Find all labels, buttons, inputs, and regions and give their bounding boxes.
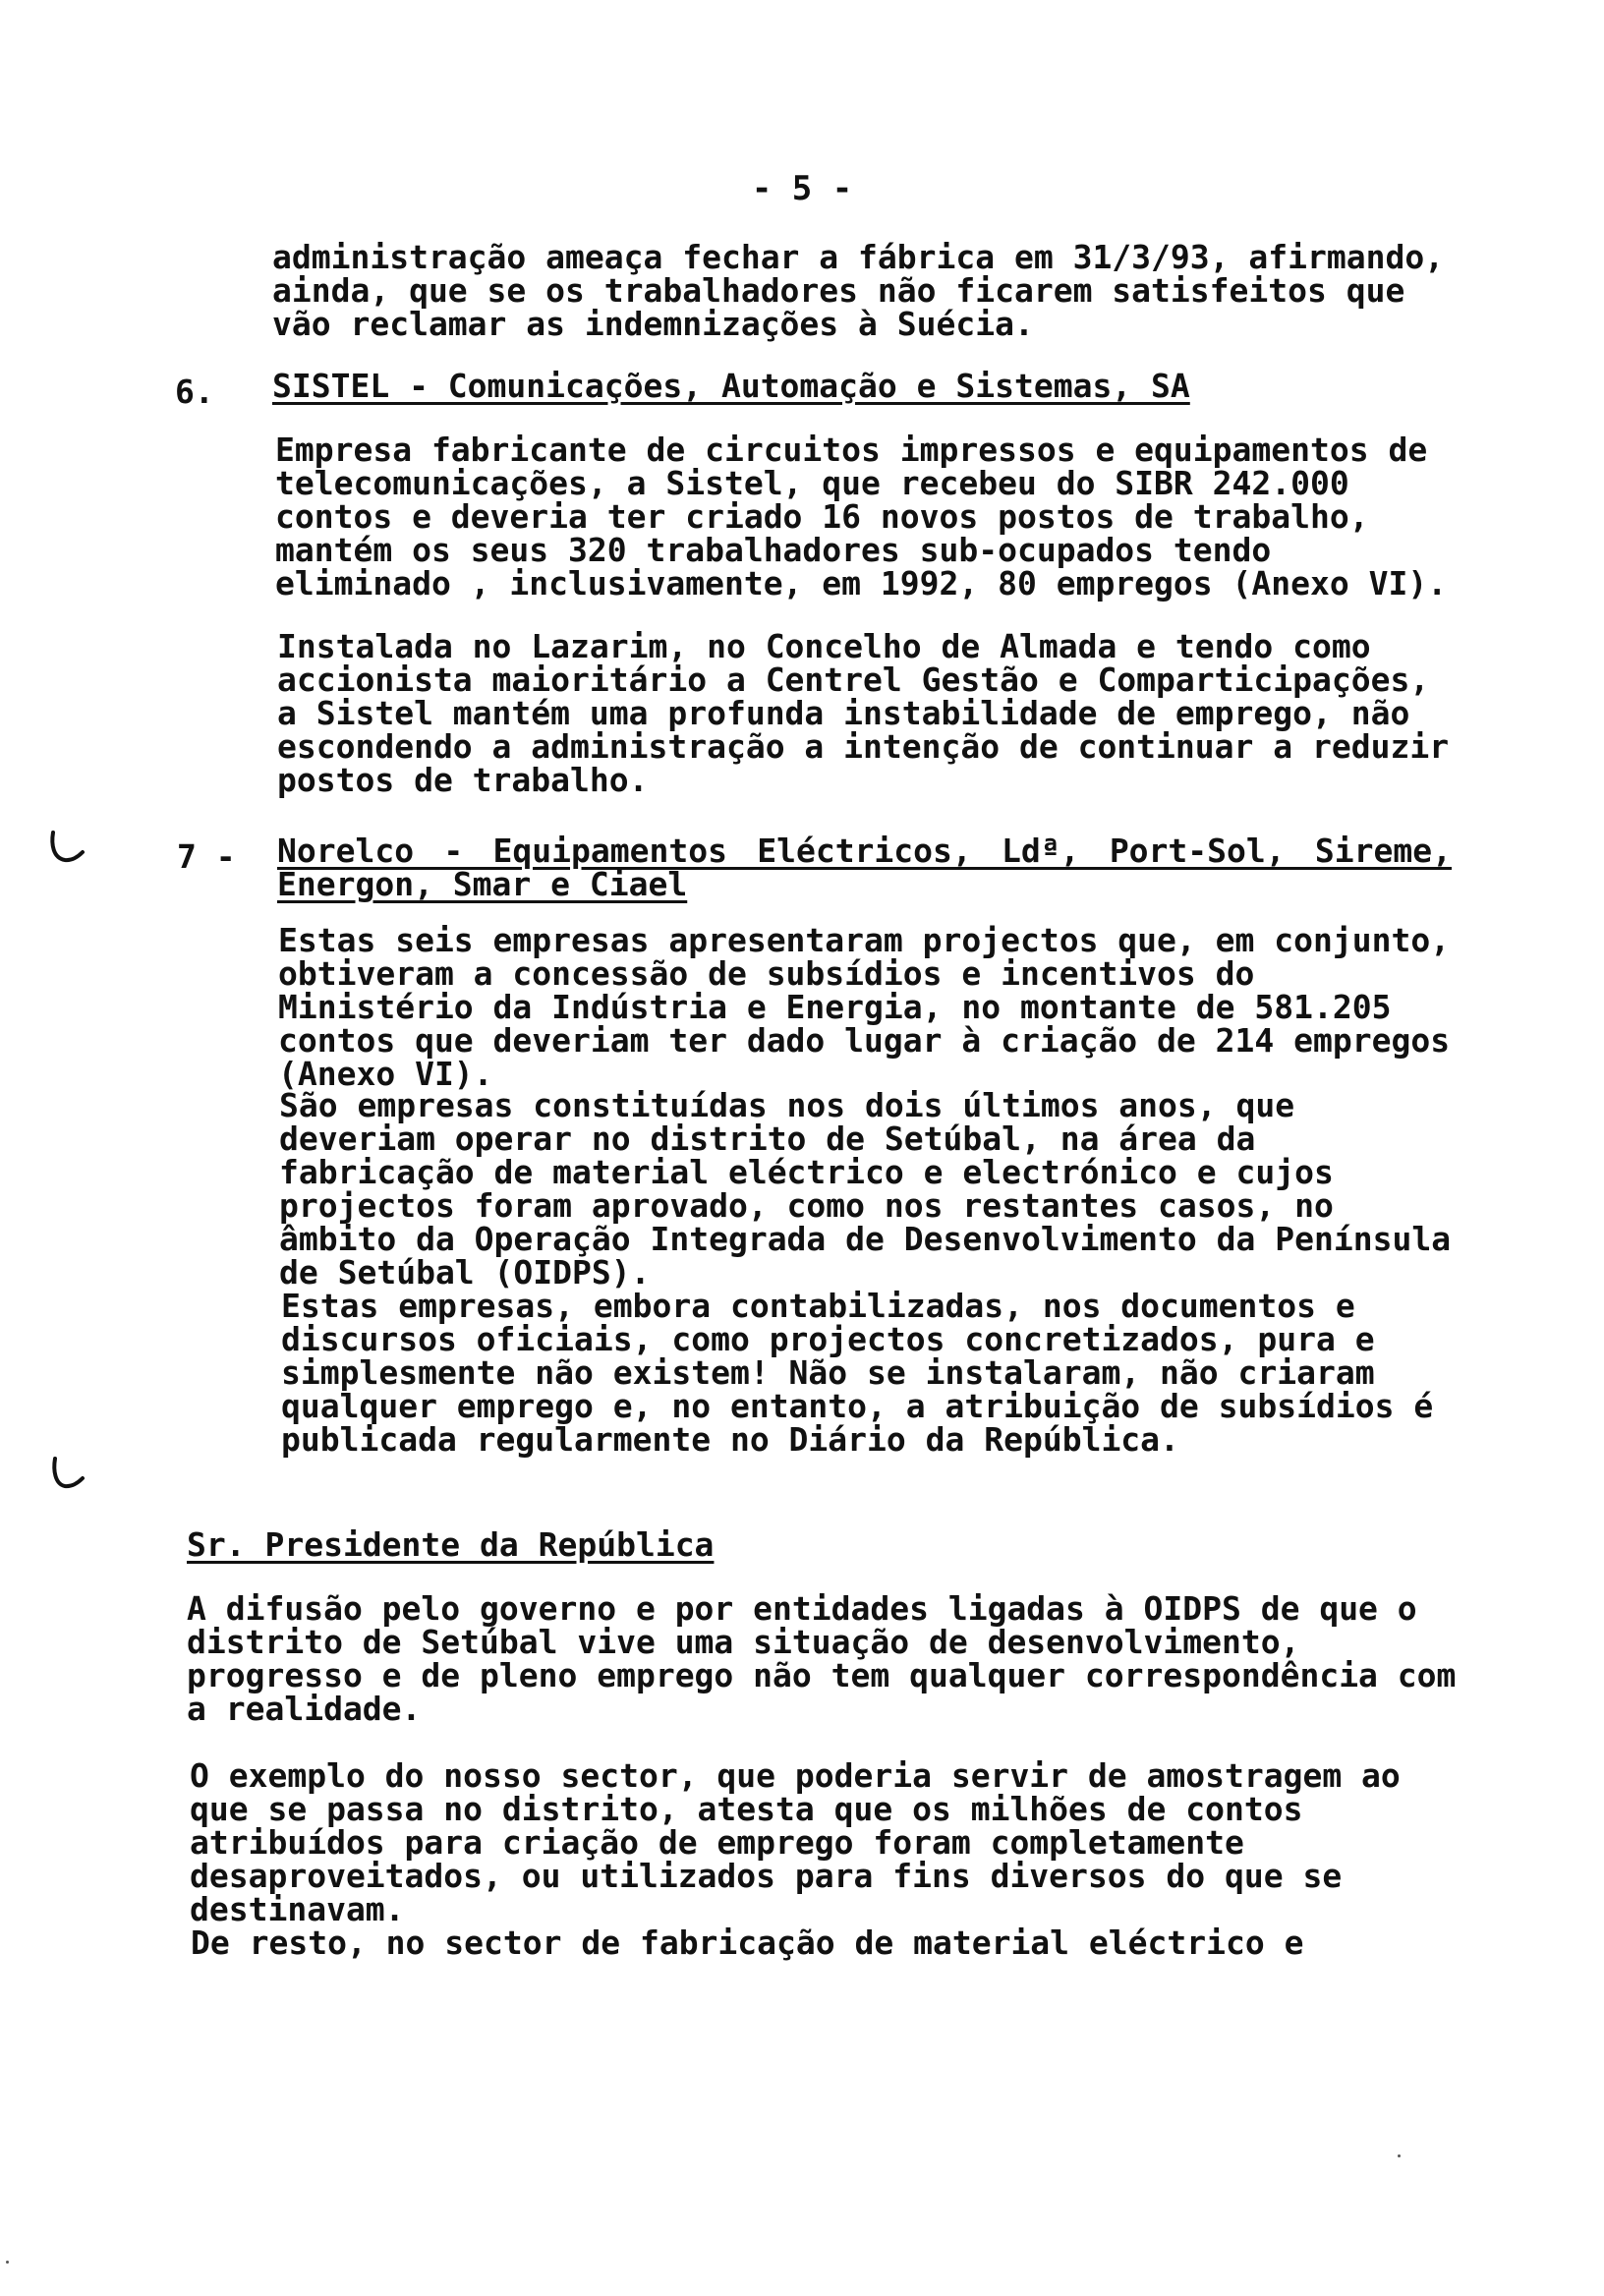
section-6-paragraph-2: Instalada no Lazarim, no Concelho de Almada e tendo como accionista maioritário a Centrel Gestão e Comparticipações, a Sistel mantém uma profunda instabilidade de emprego, não escondendo a administração a intenção de continuar a reduzir postos de trabalho. <box>277 627 1450 799</box>
address-paragraph-2: O exemplo do nosso sector, que poderia servir de amostragem ao que se passa no distrito, atesta que os milhões de contos atribuídos para criação de emprego foram completamente desaproveitados, ou utilizados para fins diversos do que se destinavam. <box>190 1756 1401 1928</box>
address-heading <box>187 1525 973 1568</box>
section-7-heading <box>177 832 1455 919</box>
section-7-paragraph-2: São empresas constituídas nos dois últimos anos, que deveriam operar no distrito de Setúbal, na área da fabricação de material eléctrico e electrónico e cujos projectos foram aprovado, como nos restantes casos, no âmbito da Operação Integrada de Desenvolvimento da Península de Setúbal (OIDPS). <box>279 1086 1452 1292</box>
section-7-number: 7 - <box>177 837 236 876</box>
section-7-title: Norelco - Equipamentos Eléctricos, Ldª, Port-Sol, Sireme, Energon, Smar e Ciael <box>277 832 1452 903</box>
scan-speck <box>1398 2154 1401 2157</box>
section-7-paragraph-3: Estas empresas, embora contabilizadas, nos documentos e discursos oficiais, como projectos concretizados, pura e simplesmente não existem! Não se instalaram, não criaram qualquer emprego e, no entanto, a atribuição de subsídios é publicada regularmente no Diário da República. <box>281 1287 1434 1459</box>
margin-mark-icon <box>43 829 88 868</box>
section-6-number: 6. <box>175 373 214 411</box>
page-number: - 5 - <box>751 169 853 208</box>
intro-paragraph: administração ameaça fechar a fábrica em 31/3/93, afirmando, ainda, que se os trabalhadores não ficarem satisfeitos que vão reclamar as indemnizações à Suécia. <box>272 238 1445 343</box>
section-6-paragraph-1: Empresa fabricante de circuitos impressos e equipamentos de telecomunicações, a Sistel, que recebeu do SIBR 242.000 contos e deveria ter criado 16 novos postos de trabalho, mantém os seus 320 trabalhadores sub-ocupados tendo eliminado , inclusivamente, em 1992, 80 empregos (Anexo VI). <box>275 430 1448 603</box>
address-paragraph-1: A difusão pelo governo e por entidades ligadas à OIDPS de que o distrito de Setúbal vive uma situação de desenvolvimento, progresso e de pleno emprego não tem qualquer correspondência com a realidade. <box>187 1589 1457 1728</box>
scan-speck <box>6 2261 9 2264</box>
address-heading-text: Sr. Presidente da República <box>187 1525 715 1564</box>
margin-mark-icon <box>43 1455 88 1494</box>
section-6-heading <box>175 367 1453 415</box>
address-paragraph-3: De resto, no sector de fabricação de material eléctrico e <box>191 1923 1304 1962</box>
section-7-paragraph-1: Estas seis empresas apresentaram projectos que, em conjunto, obtiveram a concessão de subsídios e incentivos do Ministério da Indústria e Energia, no montante de 581.205 contos que deveriam ter dado lugar à criação de 214 empregos (Anexo VI). <box>278 921 1451 1093</box>
section-6-title: SISTEL - Comunicações, Automação e Sistemas, SA <box>272 367 1190 405</box>
